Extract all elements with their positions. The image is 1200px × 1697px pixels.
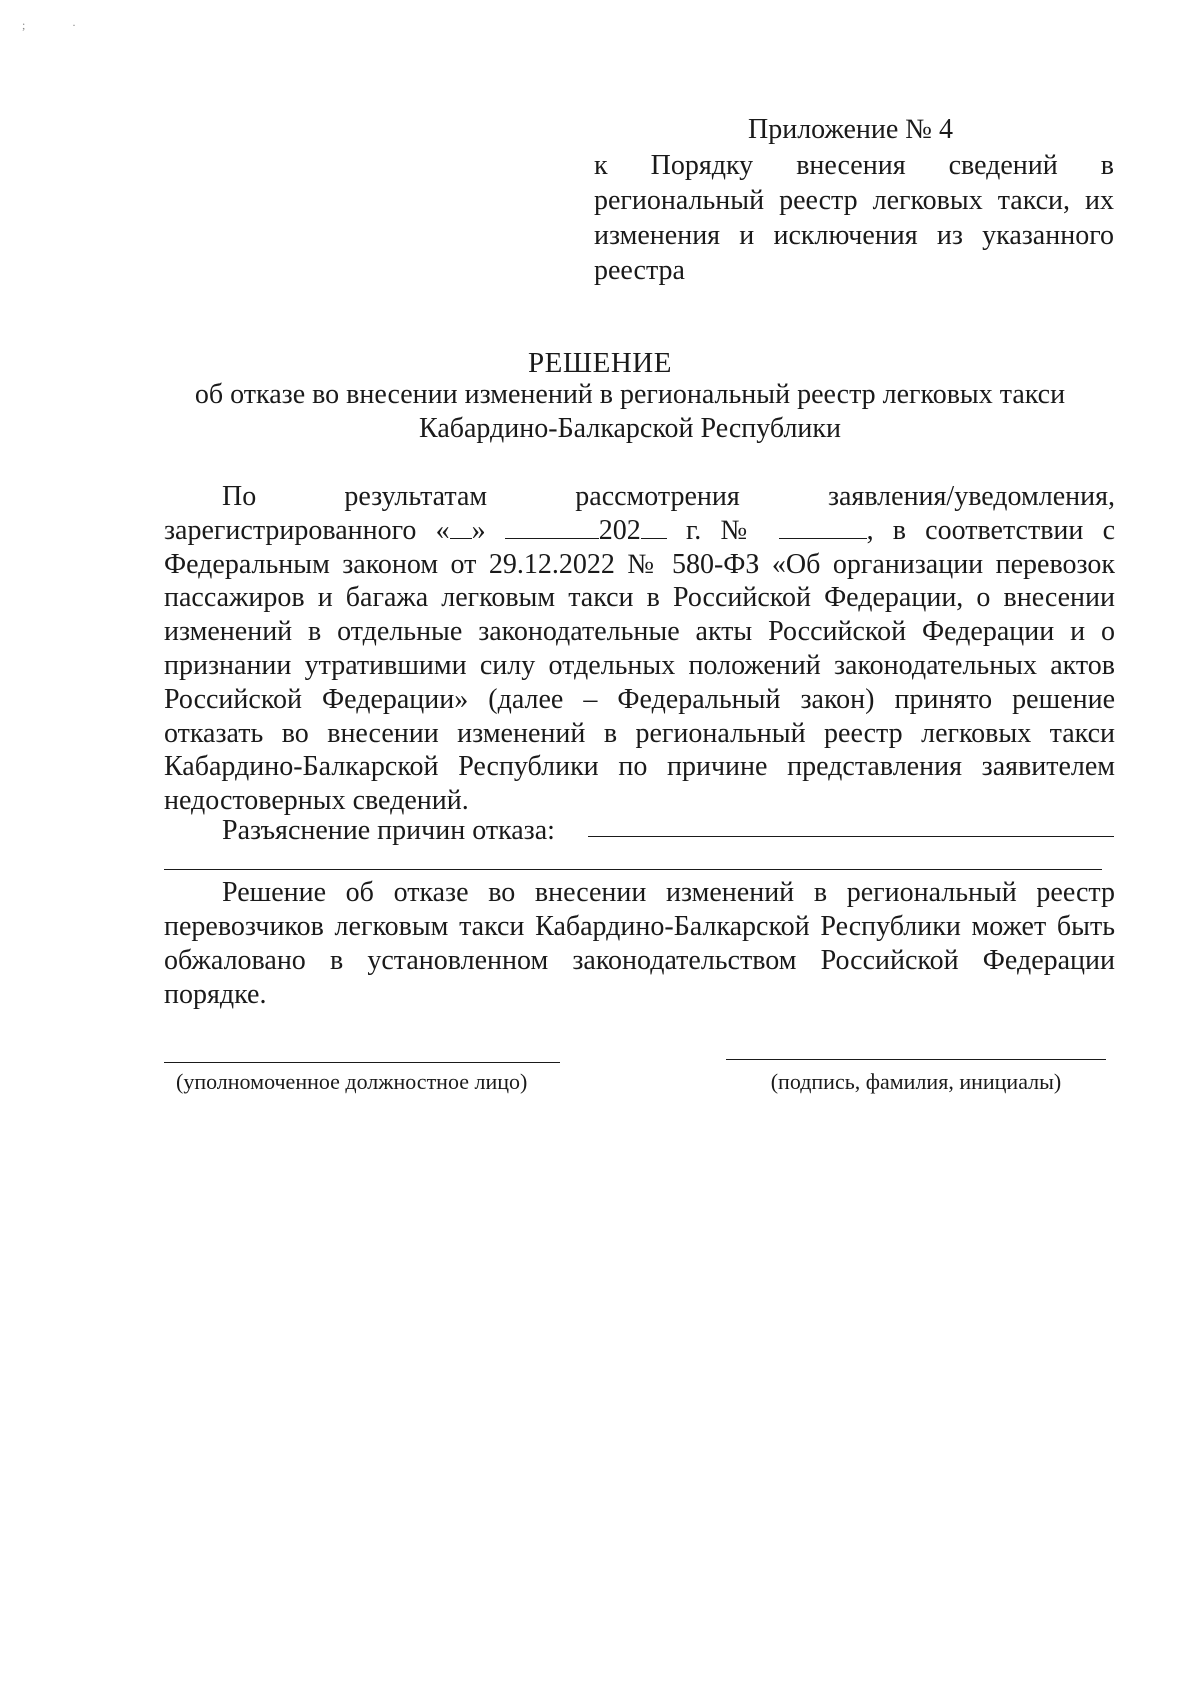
appendix-title: Приложение № 4 (748, 114, 953, 145)
main-paragraph (164, 480, 1115, 818)
signature-line (726, 1059, 1106, 1060)
main-text-part: По результатам рассмотрения заявления/уведомления, зарегистрированного « (164, 481, 1115, 546)
official-caption: (уполномоченное должностное лицо) (176, 1069, 528, 1094)
day-blank (450, 514, 472, 539)
appeal-paragraph: Решение об отказе во внесении изменений в региональный реестр перевозчиков легковым такси Кабардино-Балкарской Республики может быть обжаловано в установленном законодательством Российской Федерации порядке. (164, 877, 1115, 1010)
month-blank (505, 514, 599, 539)
signature-caption: (подпись, фамилия, инициалы) (770, 1069, 1062, 1094)
main-text-part: , в соответствии с Федеральным законом от 29.12.2022 № 580-ФЗ «Об организации перевозок пассажиров и багажа легковым такси в Российской Федерации, о внесении изменений в отдельные законодательные акты Российской Федерации и о признании утратившими силу отдельных положений законодательных актов Российской Федерации» (далее – Федеральный закон) принято решение отказать во внесении изменений в региональный реестр легковых такси Кабардино-Балкарской Республики по причине представления заявителем недостоверных сведений. (164, 514, 1116, 817)
main-text-part: 202 (598, 514, 641, 546)
reason-blank-continuation (164, 869, 1102, 870)
reason-blank (588, 836, 1114, 837)
scan-artifact: ; (22, 18, 26, 32)
official-signature-line (164, 1062, 560, 1063)
appendix-reference: к Порядку внесения сведений в региональный реестр легковых такси, их изменения и исключения из указанного реестра (594, 150, 1114, 286)
main-text-part: г. № (666, 514, 760, 546)
year-blank (641, 514, 667, 539)
document-title: РЕШЕНИЕ (528, 347, 672, 379)
reason-label: Разъяснение причин отказа: (222, 815, 555, 846)
number-blank (779, 514, 867, 539)
document-subtitle: об отказе во внесении изменений в региональный реестр легковых такси Кабардино-Балкарской Республики (194, 379, 1066, 444)
main-text-part: » (471, 514, 486, 546)
scan-artifact: · (72, 18, 76, 32)
